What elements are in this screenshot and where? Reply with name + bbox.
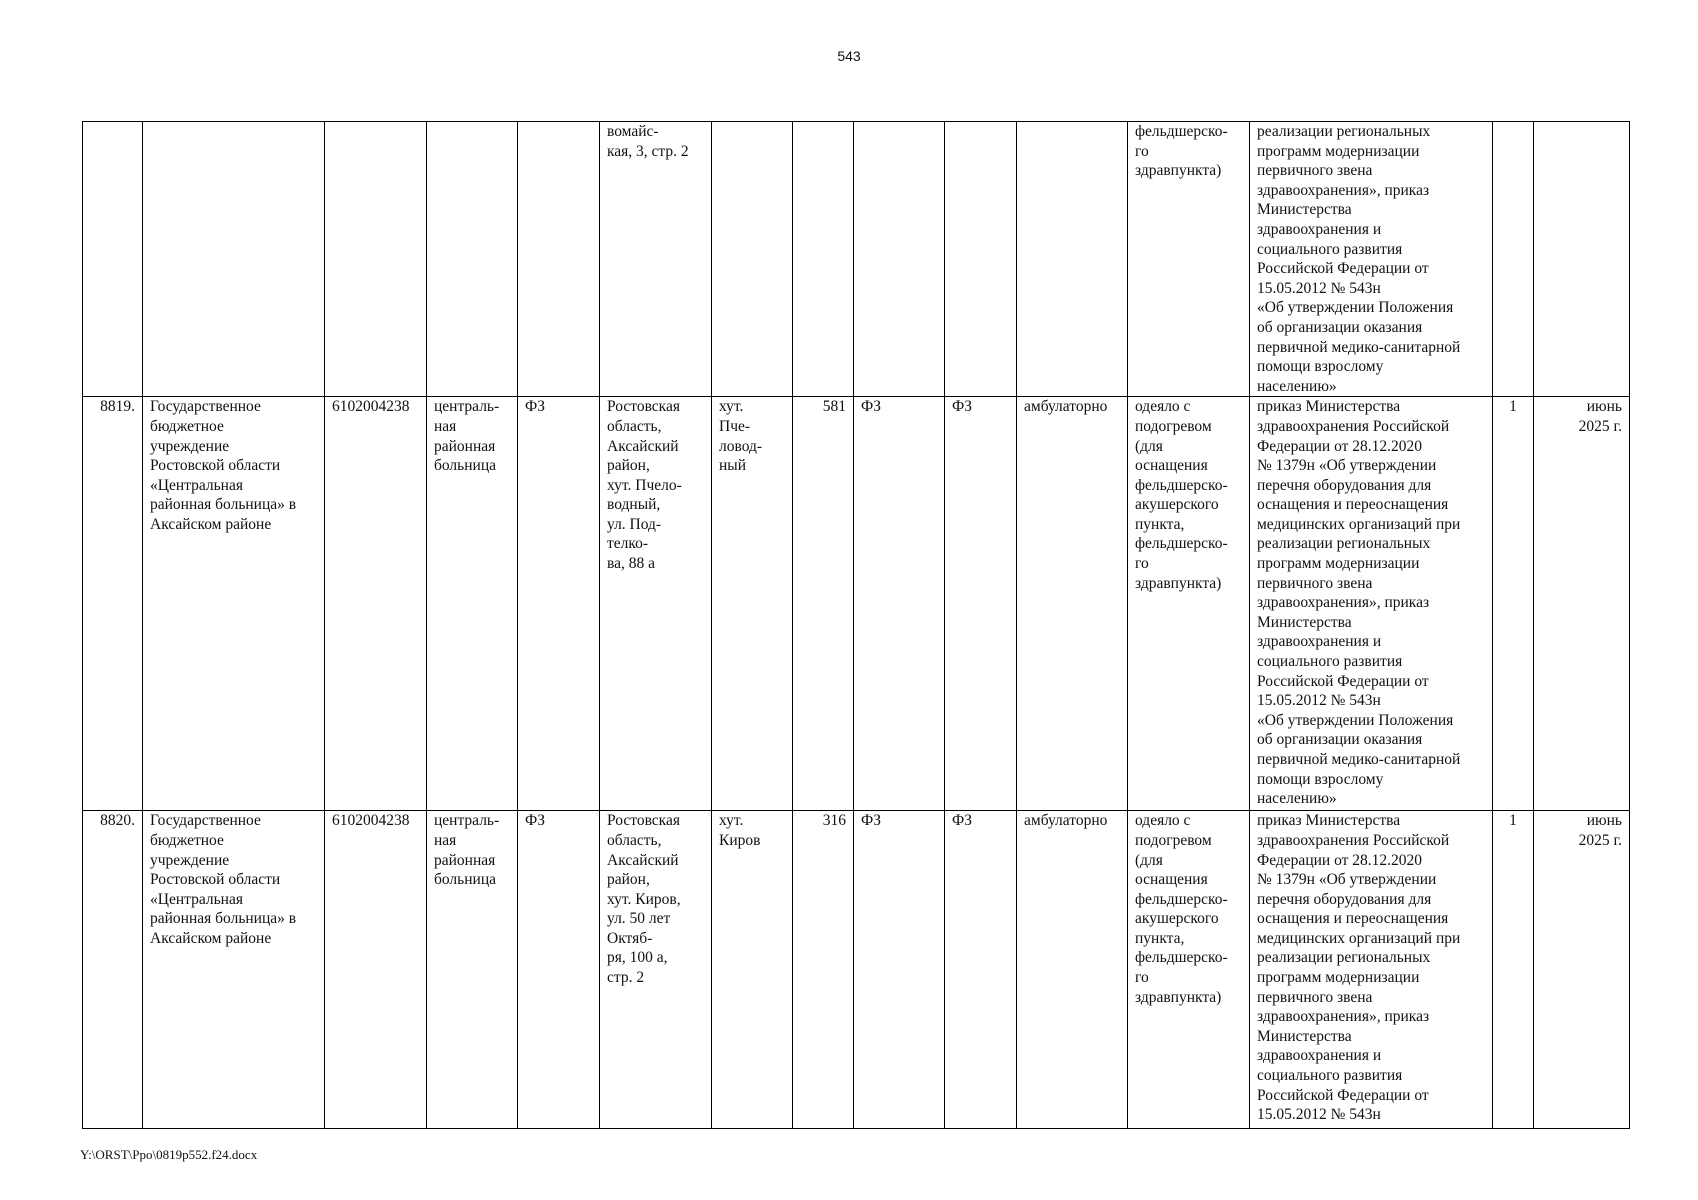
cell-equipment: одеяло с подогревом (для оснащения фельдшерско- акушерского пункта, фельдшерско- го здравпункта) xyxy=(1128,397,1250,811)
cell-org: Государственное бюджетное учреждение Ростовской области «Центральная районная больница» в Аксайском районе xyxy=(143,397,325,811)
cell-col9 xyxy=(945,122,1017,397)
table-row xyxy=(83,811,1630,1129)
cell-population xyxy=(793,122,854,397)
table-row xyxy=(83,397,1630,811)
cell-num: 8820. xyxy=(83,811,143,1129)
cell-inn: 6102004238 xyxy=(325,811,427,1129)
cell-type: централь- ная районная больница xyxy=(427,397,518,811)
cell-col9: ФЗ xyxy=(945,397,1017,811)
cell-address: Ростовская область, Аксайский район, хут. Пчело- водный, ул. Под- телко- ва, 88 а xyxy=(600,397,712,811)
cell-qty: 1 xyxy=(1493,811,1534,1129)
cell-basis: приказ Министерства здравоохранения Российской Федерации от 28.12.2020 № 1379н «Об утверждении перечня оборудования для оснащения и переоснащения медицинских организаций при реализации региональных программ модернизации первичного звена здравоохранения», приказ Министерства здравоохранения и социального развития Российской Федерации от 15.05.2012 № 543н «Об утверждении Положения об организации оказания первичной медико-санитарной помощи взрослому населению» xyxy=(1250,397,1493,811)
cell-settlement: хут. Киров xyxy=(712,811,793,1129)
cell-population: 316 xyxy=(793,811,854,1129)
cell-num xyxy=(83,122,143,397)
cell-care: амбулаторно xyxy=(1017,811,1128,1129)
cell-law: ФЗ xyxy=(518,397,600,811)
cell-col8: ФЗ xyxy=(854,397,945,811)
cell-type xyxy=(427,122,518,397)
registry-table xyxy=(82,121,1630,1129)
cell-col8: ФЗ xyxy=(854,811,945,1129)
cell-date: июнь 2025 г. xyxy=(1534,811,1630,1129)
cell-basis: реализации региональных программ модернизации первичного звена здравоохранения», приказ Министерства здравоохранения и социального развития Российской Федерации от 15.05.2012 № 543н «Об утверждении Положения об организации оказания первичной медико-санитарной помощи взрослому населению» xyxy=(1250,122,1493,397)
cell-qty xyxy=(1493,122,1534,397)
cell-equipment: одеяло с подогревом (для оснащения фельдшерско- акушерского пункта, фельдшерско- го здравпункта) xyxy=(1128,811,1250,1129)
cell-inn xyxy=(325,122,427,397)
cell-org: Государственное бюджетное учреждение Ростовской области «Центральная районная больница» в Аксайском районе xyxy=(143,811,325,1129)
cell-num: 8819. xyxy=(83,397,143,811)
cell-equipment: фельдшерско- го здравпункта) xyxy=(1128,122,1250,397)
cell-col9: ФЗ xyxy=(945,811,1017,1129)
cell-address: вомайс- кая, 3, стр. 2 xyxy=(600,122,712,397)
cell-col8 xyxy=(854,122,945,397)
cell-care xyxy=(1017,122,1128,397)
cell-address: Ростовская область, Аксайский район, хут. Киров, ул. 50 лет Октяб- ря, 100 а, стр. 2 xyxy=(600,811,712,1129)
cell-inn: 6102004238 xyxy=(325,397,427,811)
footer-file-path: Y:\ORST\Ppo\0819p552.f24.docx xyxy=(80,1147,258,1162)
cell-type: централь- ная районная больница xyxy=(427,811,518,1129)
cell-settlement: хут. Пче- ловод- ный xyxy=(712,397,793,811)
table-row-continuation xyxy=(83,122,1630,397)
cell-date xyxy=(1534,122,1630,397)
cell-population: 581 xyxy=(793,397,854,811)
page-number: 543 xyxy=(837,48,861,64)
cell-org xyxy=(143,122,325,397)
cell-law: ФЗ xyxy=(518,811,600,1129)
cell-date: июнь 2025 г. xyxy=(1534,397,1630,811)
cell-law xyxy=(518,122,600,397)
cell-care: амбулаторно xyxy=(1017,397,1128,811)
cell-basis: приказ Министерства здравоохранения Российской Федерации от 28.12.2020 № 1379н «Об утверждении перечня оборудования для оснащения и переоснащения медицинских организаций при реализации региональных программ модернизации первичного звена здравоохранения», приказ Министерства здравоохранения и социального развития Российской Федерации от 15.05.2012 № 543н xyxy=(1250,811,1493,1129)
cell-qty: 1 xyxy=(1493,397,1534,811)
cell-settlement xyxy=(712,122,793,397)
